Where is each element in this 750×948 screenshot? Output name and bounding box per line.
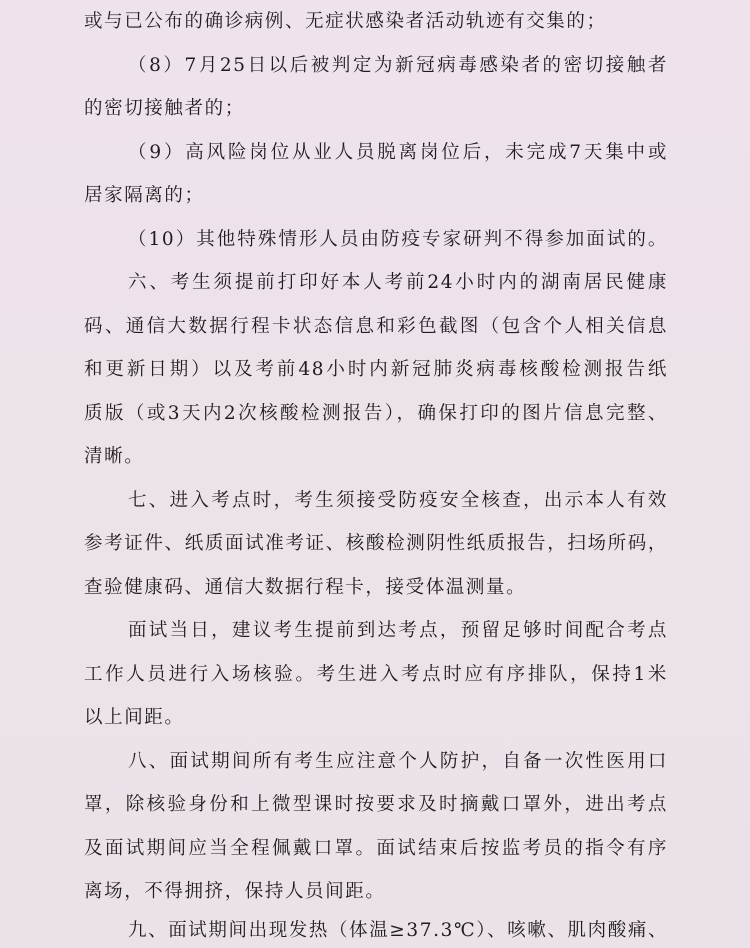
text-line: 工作人员进行入场核验。考生进入考点时应有序排队，保持1米	[84, 664, 668, 685]
text-line: （9）高风险岗位从业人员脱离岗位后，未完成7天集中或	[128, 142, 668, 163]
text-line: 九、面试期间出现发热（体温≥37.3℃）、咳嗽、肌肉酸痛、	[128, 920, 669, 941]
text-line: 以上间距。	[84, 707, 185, 728]
text-line: （8）7月25日以后被判定为新冠病毒感染者的密切接触者	[128, 55, 668, 76]
text-line: 的密切接触者的；	[84, 98, 245, 119]
text-line: 七、进入考点时，考生须接受防疫安全核查，出示本人有效	[128, 490, 668, 511]
text-line: 面试当日，建议考生提前到达考点，预留足够时间配合考点	[128, 620, 668, 641]
text-line: 清晰。	[84, 446, 145, 467]
text-line: 离场，不得拥挤，保持人员间距。	[84, 881, 386, 902]
text-line: （10）其他特殊情形人员由防疫专家研判不得参加面试的。	[128, 229, 668, 250]
text-line: 和更新日期）以及考前48小时内新冠肺炎病毒核酸检测报告纸	[84, 359, 668, 380]
text-line: 或与已公布的确诊病例、无症状感染者活动轨迹有交集的；	[84, 11, 607, 32]
text-line: 八、面试期间所有考生应注意个人防护，自备一次性医用口	[128, 751, 668, 772]
text-line: 罩，除核验身份和上微型课时按要求及时摘戴口罩外，进出考点	[84, 794, 668, 815]
text-line: 质版（或3天内2次核酸检测报告），确保打印的图片信息完整、	[84, 403, 668, 424]
text-line: 参考证件、纸质面试准考证、核酸检测阴性纸质报告，扫场所码，	[84, 533, 668, 554]
text-line: 居家隔离的；	[84, 185, 205, 206]
text-line: 六、考生须提前打印好本人考前24小时内的湖南居民健康	[128, 272, 668, 293]
text-line: 及面试期间应当全程佩戴口罩。面试结束后按监考员的指令有序	[84, 838, 668, 859]
text-line: 查验健康码、通信大数据行程卡，接受体温测量。	[84, 577, 527, 598]
text-line: 码、通信大数据行程卡状态信息和彩色截图（包含个人相关信息	[84, 316, 668, 337]
